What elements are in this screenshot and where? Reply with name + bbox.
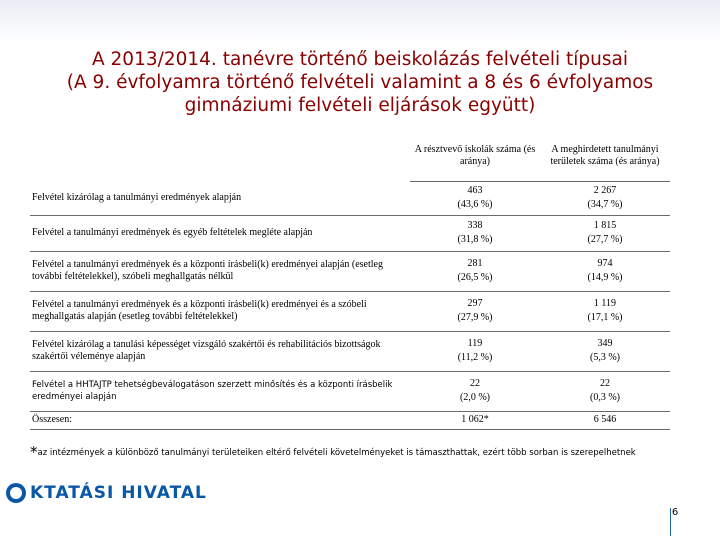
table-row (30, 181, 670, 215)
areas-count: 349 (597, 338, 613, 349)
row-label: Felvétel a HHTAJTP tehetségbeválogatáson szerzett minősítés és a központi írásbelik eredményei alapján (30, 371, 410, 411)
admission-types-table (30, 131, 670, 430)
schools-count: 338 (467, 220, 483, 231)
header-advertised-areas: A meghirdetett tanulmányi területek száma (és aránya) (540, 131, 670, 181)
areas-percent: (27,7 %) (587, 234, 623, 245)
footnote-asterisk: * (30, 443, 38, 461)
schools-cell (410, 291, 540, 331)
row-label: Felvétel a tanulmányi eredmények és egyéb feltételek megléte alapján (30, 215, 410, 251)
footnote (30, 443, 710, 461)
schools-count: 22 (470, 378, 480, 389)
table-row (30, 251, 670, 291)
title-line-3: gimnáziumi felvételi eljárások együtt) (184, 95, 536, 116)
table-row (30, 215, 670, 251)
schools-count: 463 (467, 185, 483, 196)
table-row (30, 371, 670, 411)
title-line-1: A 2013/2014. tanévre történő beiskolázás felvételi típusai (92, 49, 628, 70)
schools-count: 119 (467, 338, 483, 349)
areas-percent: (34,7 %) (587, 199, 623, 210)
header-participating-schools: A résztvevő iskolák száma (és aránya) (410, 131, 540, 181)
row-label: Felvétel a tanulmányi eredmények és a központi írásbeli(k) eredményei és a szóbeli meghallgatás alapján (esetleg további feltételekkel) (30, 291, 410, 331)
schools-cell (410, 215, 540, 251)
total-label: Összesen: (30, 411, 410, 429)
areas-percent: (5,3 %) (590, 352, 620, 363)
areas-cell (540, 291, 670, 331)
row-label: Felvétel kizárólag a tanulmányi eredmények alapján (30, 181, 410, 215)
areas-cell (540, 251, 670, 291)
total-areas: 6 546 (540, 411, 670, 429)
footnote-text: az intézmények a különböző tanulmányi területeiken eltérő felvételi követelményeket is támaszthattak, ezért több sorban is szerepelhetnek (37, 448, 636, 458)
table-row (30, 291, 670, 331)
total-schools: 1 062* (410, 411, 540, 429)
schools-count: 297 (467, 298, 483, 309)
row-label: Felvétel a tanulmányi eredmények és a központi írásbeli(k) eredményei alapján (esetleg további feltételekkel), szóbeli meghallgatás nélkül (30, 251, 410, 291)
areas-percent: (14,9 %) (587, 272, 623, 283)
schools-percent: (26,5 %) (457, 272, 493, 283)
areas-count: 1 815 (593, 220, 617, 231)
schools-cell (410, 331, 540, 371)
areas-cell (540, 215, 670, 251)
areas-cell (540, 181, 670, 215)
areas-count: 974 (597, 258, 613, 269)
areas-percent: (17,1 %) (587, 312, 623, 323)
areas-count: 2 267 (593, 185, 617, 196)
areas-percent: (0,3 %) (590, 392, 620, 403)
areas-count: 22 (600, 378, 610, 389)
row-label: Felvétel kizárólag a tanulási képességet vizsgáló szakértői és rehabilitációs bizottságok szakértői véleménye alapján (30, 331, 410, 371)
table-header-empty (30, 131, 410, 181)
areas-count: 1 119 (593, 298, 617, 309)
table-total-row (30, 411, 670, 429)
office-logo (6, 478, 207, 508)
areas-cell (540, 331, 670, 371)
slide-title (20, 48, 700, 117)
title-line-2: (A 9. évfolyamra történő felvételi valamint a 8 és 6 évfolyamos (66, 72, 654, 93)
page-number: 6 (671, 507, 679, 518)
areas-cell (540, 371, 670, 411)
schools-percent: (43,6 %) (457, 199, 493, 210)
schools-percent: (2,0 %) (460, 392, 490, 403)
schools-count: 281 (467, 258, 483, 269)
schools-percent: (31,8 %) (457, 234, 493, 245)
table-row (30, 331, 670, 371)
table-header-row (30, 131, 670, 181)
logo-text: KTATÁSI HIVATAL (30, 483, 207, 503)
schools-cell (410, 181, 540, 215)
logo-circle-icon (6, 483, 26, 503)
schools-cell (410, 371, 540, 411)
schools-percent: (11,2 %) (457, 352, 493, 363)
schools-percent: (27,9 %) (457, 312, 493, 323)
schools-cell (410, 251, 540, 291)
header-gradient-band (0, 0, 720, 44)
